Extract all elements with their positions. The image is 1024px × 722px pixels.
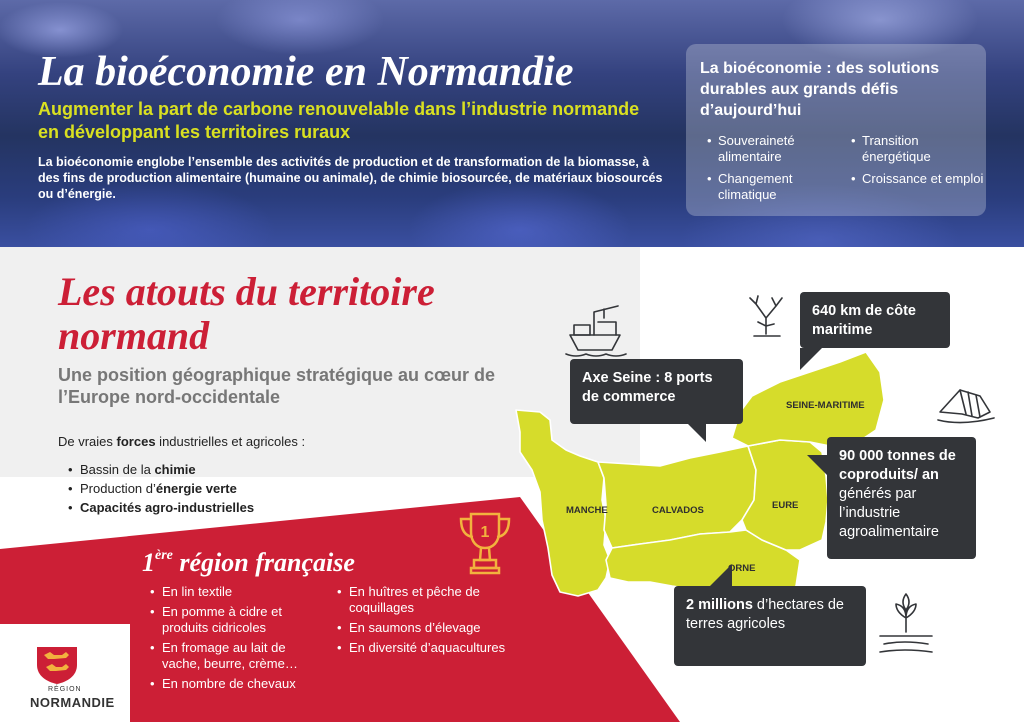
callout-cote-maritime: 640 km de côte maritime bbox=[800, 292, 950, 348]
crop-field-icon bbox=[880, 594, 932, 652]
solution-item: • Changement climatique bbox=[700, 171, 840, 203]
callout-hectares: 2 millions d’hectares de terres agricoles bbox=[674, 586, 866, 666]
premiere-item: • En huîtres et pêche de coquillages bbox=[337, 584, 517, 616]
label-seine-maritime: SEINE-MARITIME bbox=[786, 400, 865, 411]
callout-axe-seine: Axe Seine : 8 ports de commerce bbox=[570, 359, 743, 424]
hero-description: La bioéconomie englobe l’ensemble des activités de production et de transformation de la biomasse, à des fins de production alimentaire (humaine ou animale), de chimie biosourcée, de matériaux biosourcés ou d’énergie. bbox=[38, 155, 663, 201]
label-orne: ORNE bbox=[728, 563, 756, 574]
solution-item: • Croissance et emploi bbox=[844, 171, 984, 203]
premiere-item: • En diversité d’aquacultures bbox=[337, 640, 517, 656]
premiere-item: • En nombre de chevaux bbox=[150, 676, 325, 692]
solution-item: • Souveraineté alimentaire bbox=[700, 133, 840, 165]
hero-subtitle: Augmenter la part de carbone renouvelable dans l’industrie normande en développant les territoires ruraux bbox=[38, 99, 640, 142]
trophy-number: 1 bbox=[480, 524, 490, 541]
label-eure: EURE bbox=[772, 500, 799, 511]
force-item: • Bassin de la chimie bbox=[68, 460, 254, 479]
forces-intro-pre: De vraies bbox=[58, 434, 117, 449]
solution-item: • Transition énergétique bbox=[844, 133, 984, 165]
label-manche: MANCHE bbox=[566, 505, 608, 516]
shell-icon bbox=[938, 390, 994, 423]
solutions-title: La bioéconomie : des solutions durables aux grands défis d’aujourd’hui bbox=[700, 60, 940, 119]
force-item: • Capacités agro-industrielles bbox=[68, 498, 254, 517]
forces-intro-bold: forces bbox=[116, 434, 156, 449]
premiere-item: • En pomme à cidre et produits cidricoles bbox=[150, 604, 325, 636]
callout-coproduits: 90 000 tonnes de coproduits/ an générés par l’industrie agroalimentaire bbox=[827, 437, 976, 559]
premiere-item: • En fromage au lait de vache, beurre, crème… bbox=[150, 640, 325, 672]
hero-title: La bioéconomie en Normandie bbox=[38, 49, 574, 95]
logo-region-label: RÉGION bbox=[48, 686, 82, 693]
coral-icon bbox=[750, 296, 782, 336]
premiere-title: 1ère région française bbox=[142, 548, 355, 577]
atouts-subtitle: Une position géographique stratégique au cœur de l’Europe nord-occidentale bbox=[58, 365, 496, 407]
forces-intro-post: industrielles et agricoles : bbox=[155, 434, 306, 449]
department-manche bbox=[516, 410, 610, 596]
force-item: • Production d’énergie verte bbox=[68, 479, 254, 498]
premiere-item: • En saumons d’élevage bbox=[337, 620, 517, 636]
logo-normandie-label: NORMANDIE bbox=[30, 695, 115, 710]
cargo-ship-icon bbox=[566, 306, 626, 356]
atouts-title: Les atouts du territoire normand bbox=[58, 269, 435, 358]
premiere-item: • En lin textile bbox=[150, 584, 325, 600]
label-calvados: CALVADOS bbox=[652, 505, 704, 516]
